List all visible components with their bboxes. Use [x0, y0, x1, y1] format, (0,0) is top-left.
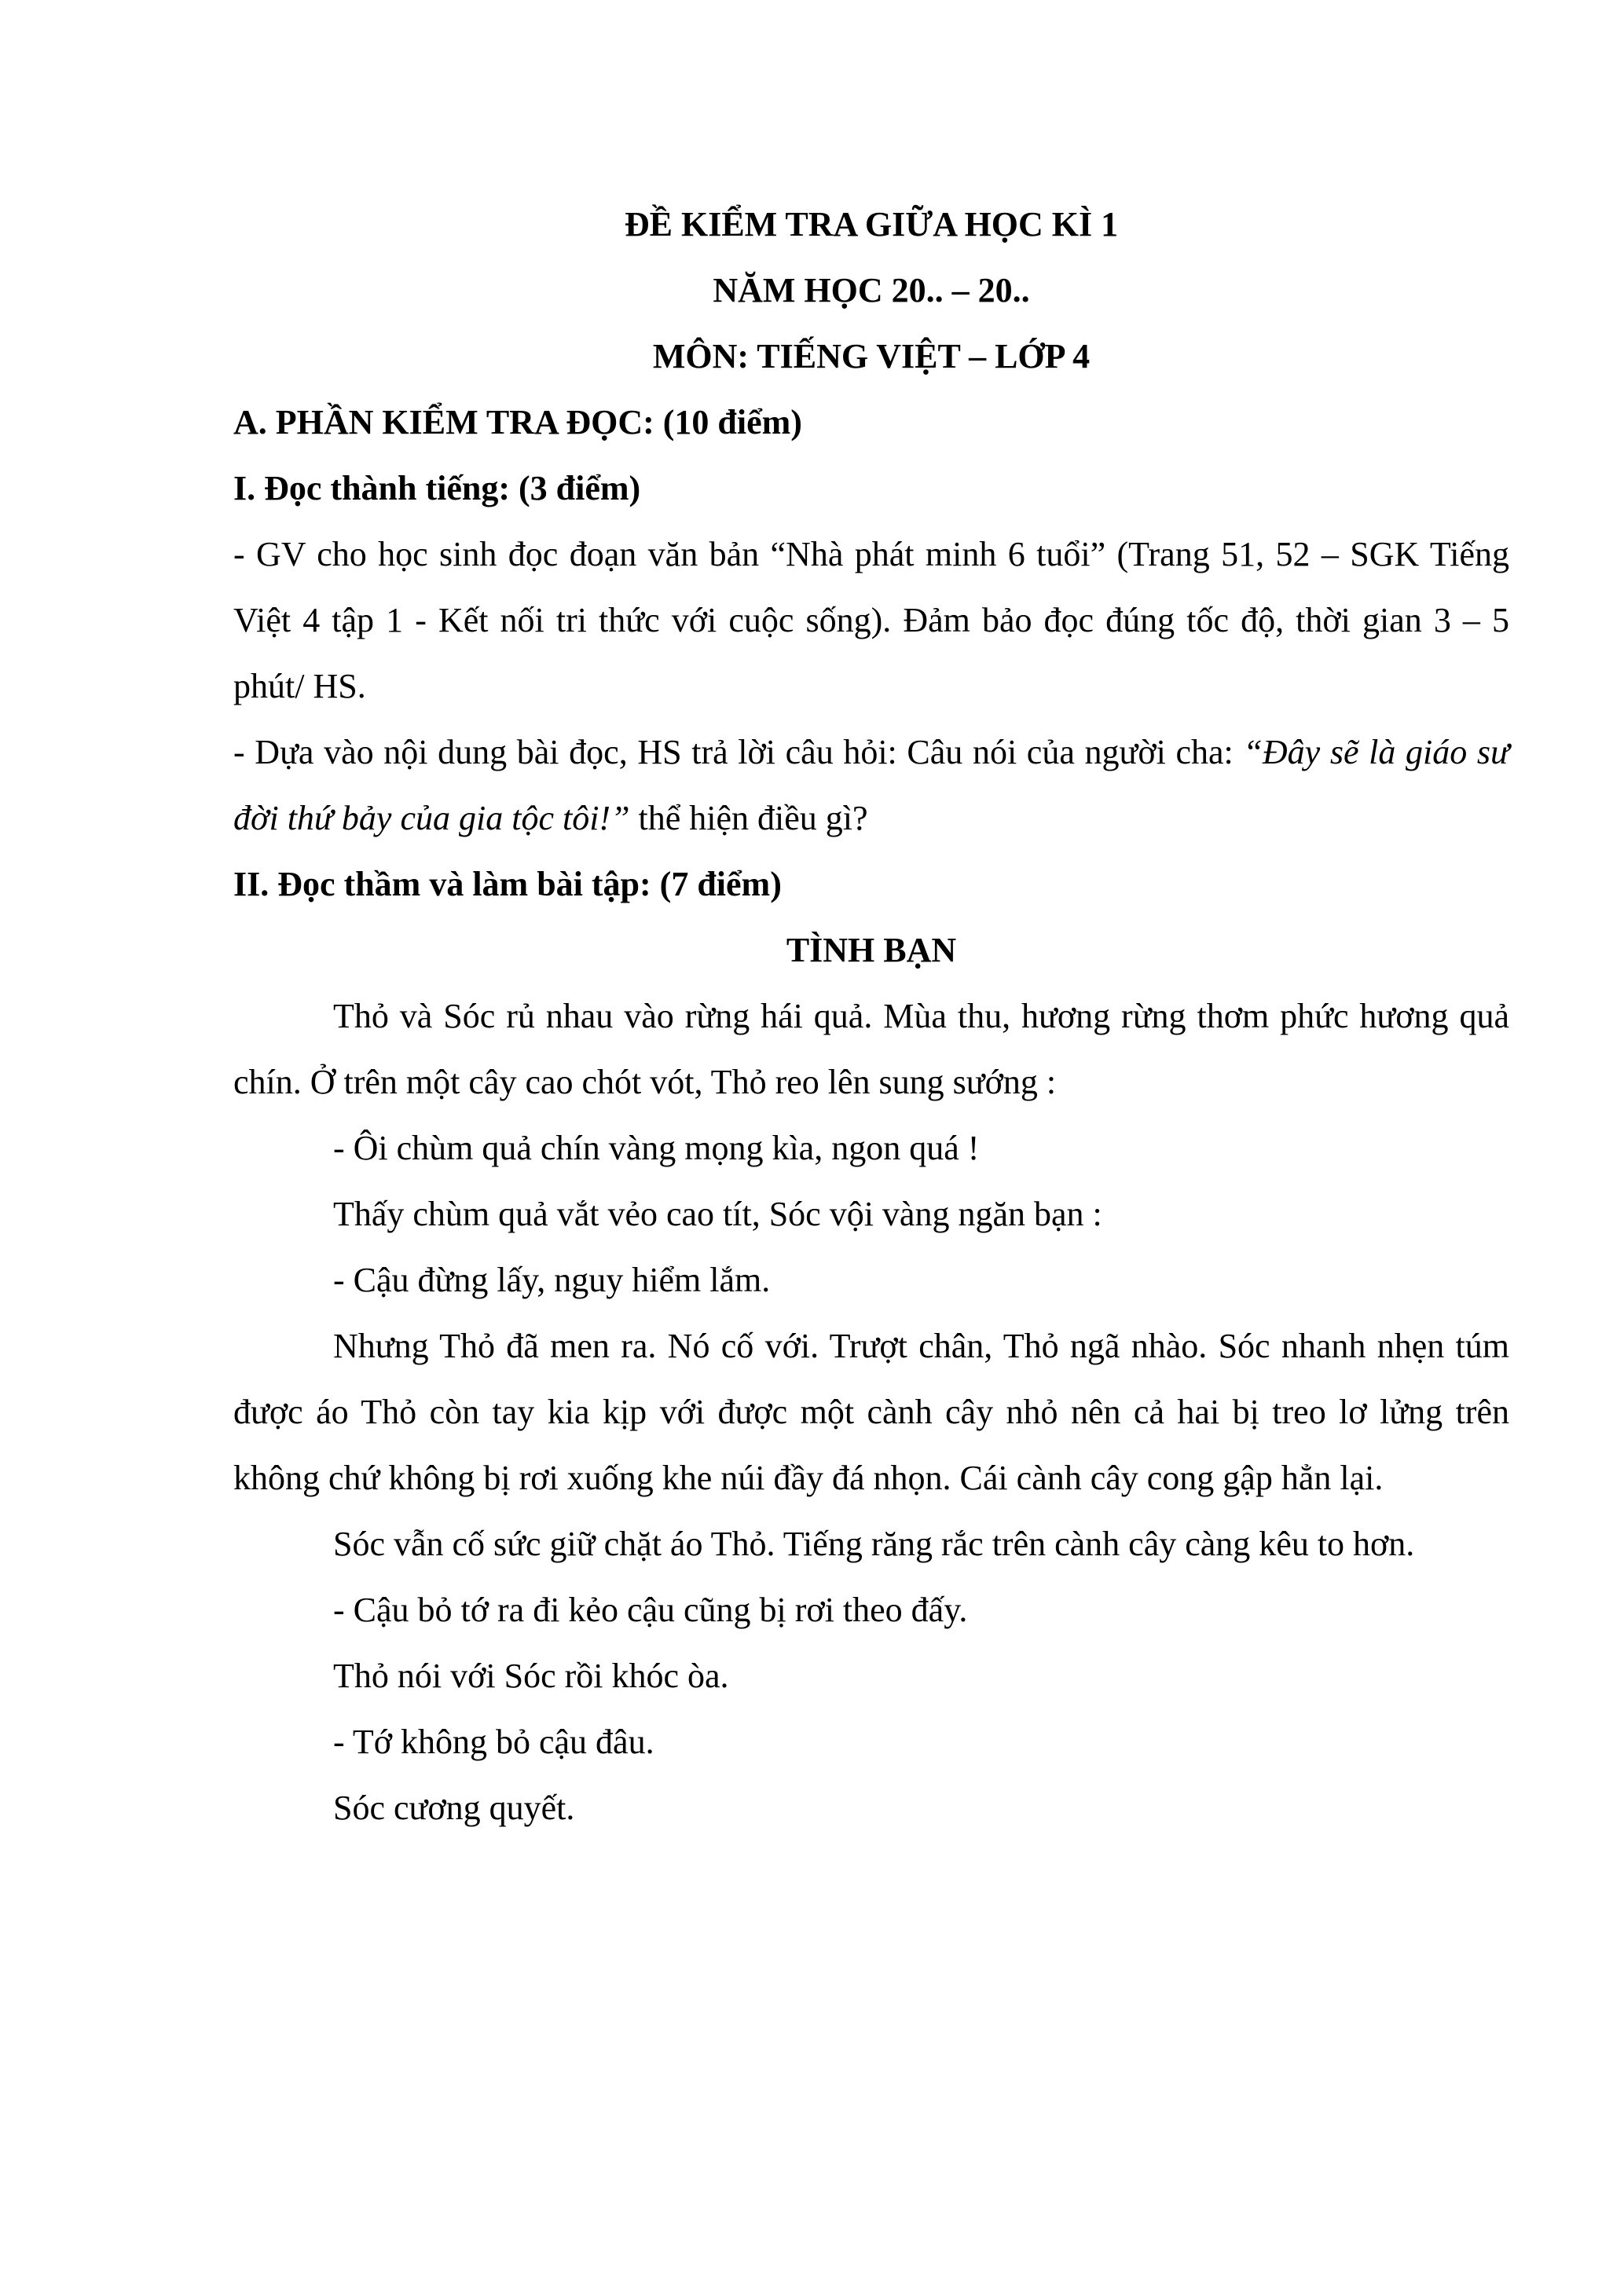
school-year: NĂM HỌC 20.. – 20..: [713, 271, 1030, 309]
item-2-suffix: thể hiện điều gì?: [629, 799, 868, 837]
story-dialog-1: - Ôi chùm quả chín vàng mọng kìa, ngon quá !: [333, 1129, 980, 1167]
part-i-heading: I. Đọc thành tiếng: (3 điểm): [233, 469, 641, 507]
story-title: TÌNH BẠN: [786, 931, 957, 969]
story-dialog-3: - Cậu bỏ tớ ra đi kẻo cậu cũng bị rơi theo đấy.: [333, 1591, 968, 1629]
subject-line: MÔN: TIẾNG VIỆT – LỚP 4: [652, 337, 1091, 375]
story-dialog-4: - Tớ không bỏ cậu đâu.: [333, 1723, 654, 1761]
document-page: [233, 192, 1509, 1841]
story-paragraph-1: Thỏ và Sóc rủ nhau vào rừng hái quả. Mùa thu, hương rừng thơm phức hương quả chín. Ở trên một cây cao chót vót, Thỏ reo lên sung sướng :: [233, 997, 1509, 1101]
story-paragraph-2: Thấy chùm quả vắt vẻo cao tít, Sóc vội vàng ngăn bạn :: [333, 1195, 1102, 1233]
story-dialog-2: - Cậu đừng lấy, nguy hiểm lắm.: [333, 1261, 771, 1299]
story-paragraph-6: Sóc cương quyết.: [333, 1789, 575, 1827]
story-paragraph-5: Thỏ nói với Sóc rồi khóc òa.: [333, 1657, 729, 1695]
exam-title: ĐỀ KIỂM TRA GIỮA HỌC KÌ 1: [624, 205, 1119, 244]
part-i-item-2: [233, 720, 1509, 851]
part-i-item-1: - GV cho học sinh đọc đoạn văn bản “Nhà phát minh 6 tuổi” (Trang 51, 52 – SGK Tiếng Việt 4 tập 1 - Kết nối tri thức với cuộc sống). Đảm bảo đọc đúng tốc độ, thời gian 3 – 5 phút/ HS.: [233, 535, 1509, 705]
part-ii-heading: II. Đọc thầm và làm bài tập: (7 điểm): [233, 865, 782, 903]
item-2-prefix: - Dựa vào nội dung bài đọc, HS trả lời câu hỏi: Câu nói của người cha:: [233, 733, 1244, 771]
item-2-quote: “Đây sẽ là giáo sư đời thứ bảy của gia tộc tôi!”: [233, 733, 1509, 837]
section-a-heading: A. PHẦN KIỂM TRA ĐỌC: (10 điểm): [233, 403, 802, 441]
story-paragraph-4: Sóc vẫn cố sức giữ chặt áo Thỏ. Tiếng răng rắc trên cành cây càng kêu to hơn.: [333, 1525, 1415, 1563]
story-paragraph-3: Nhưng Thỏ đã men ra. Nó cố với. Trượt chân, Thỏ ngã nhào. Sóc nhanh nhẹn túm được áo Thỏ còn tay kia kịp với được một cành cây nhỏ nên cả hai bị treo lơ lửng trên không chứ không bị rơi xuống khe núi đầy đá nhọn. Cái cành cây cong gập hẳn lại.: [233, 1327, 1509, 1497]
